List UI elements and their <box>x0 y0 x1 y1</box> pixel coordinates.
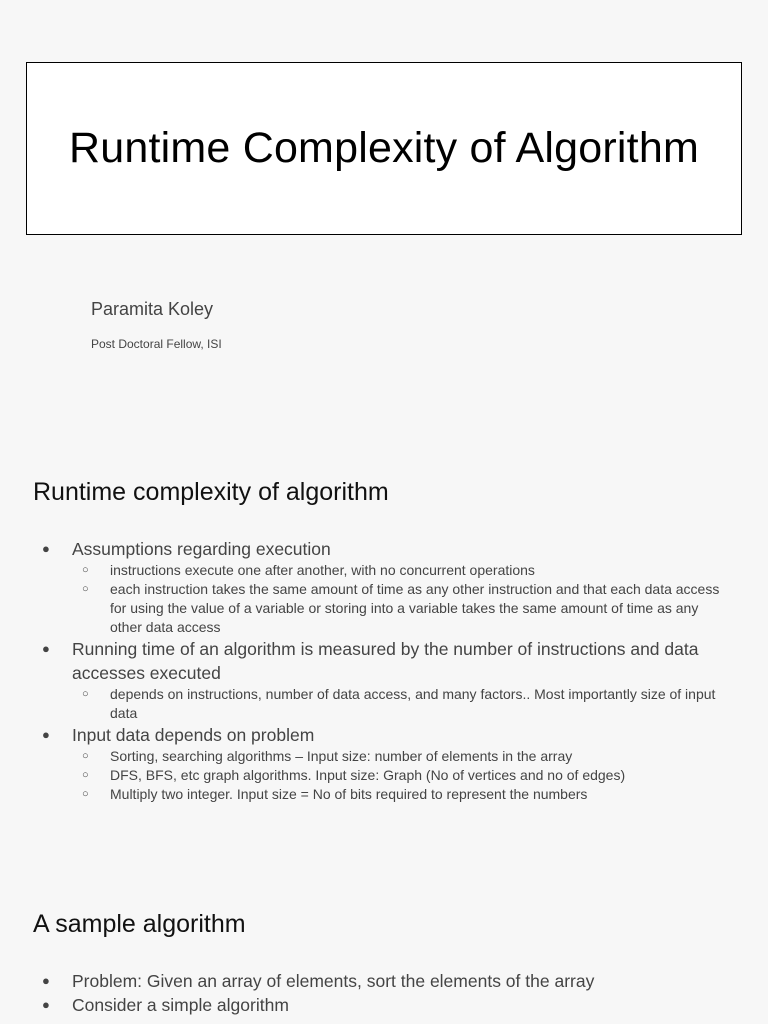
sub-list-item-text: Multiply two integer. Input size = No of bits required to represent the numbers <box>110 786 588 802</box>
list-item <box>0 969 768 993</box>
sub-list-item-text: Sorting, searching algorithms – Input size: number of elements in the array <box>110 748 573 764</box>
bullet-list <box>0 969 768 1017</box>
section-title-sample-algorithm: A sample algorithm <box>33 910 246 938</box>
sub-bullet-icon: ○ <box>82 769 89 781</box>
list-item-text: Input data depends on problem <box>72 725 315 745</box>
list-item-text: Running time of an algorithm is measured by the number of instructions and data accesses executed <box>72 639 699 683</box>
list-item <box>0 993 768 1017</box>
sub-list-item <box>72 766 728 785</box>
sub-list-item-text: each instruction takes the same amount of time as any other instruction and that each data access for using the value of a variable or storing into a variable takes the same amount of time as any other data access <box>110 581 720 635</box>
sub-list-item <box>72 580 728 637</box>
sub-list-item <box>72 685 728 723</box>
document-title: Runtime Complexity of Algorithm <box>69 124 699 172</box>
bullet-icon: ● <box>42 973 50 988</box>
list-item-text: Consider a simple algorithm <box>72 995 289 1015</box>
sub-bullet-icon: ○ <box>82 750 89 762</box>
section-title-runtime-complexity: Runtime complexity of algorithm <box>33 478 389 506</box>
sub-bullet-icon: ○ <box>82 688 89 700</box>
sub-list-item-text: DFS, BFS, etc graph algorithms. Input size: Graph (No of vertices and no of edges) <box>110 767 626 783</box>
sub-list-item <box>72 785 728 804</box>
sub-bullet-list <box>72 747 728 804</box>
list-item <box>0 637 768 723</box>
list-item <box>0 537 768 637</box>
bullet-icon: ● <box>42 641 50 656</box>
sub-list-item <box>72 561 728 580</box>
sub-list-item <box>72 747 728 766</box>
sub-bullet-list <box>72 561 728 637</box>
sub-bullet-list <box>72 685 728 723</box>
list-item-text: Problem: Given an array of elements, sort the elements of the array <box>72 971 595 991</box>
author-name: Paramita Koley <box>91 299 214 319</box>
sub-bullet-icon: ○ <box>82 788 89 800</box>
sub-bullet-icon: ○ <box>82 583 89 595</box>
sub-list-item-text: instructions execute one after another, with no concurrent operations <box>110 562 535 578</box>
list-item-text: Assumptions regarding execution <box>72 539 331 559</box>
bullet-icon: ● <box>42 541 50 556</box>
bullet-icon: ● <box>42 727 50 742</box>
author-affiliation: Post Doctoral Fellow, ISI <box>91 337 222 351</box>
list-item <box>0 723 768 804</box>
sub-list-item-text: depends on instructions, number of data access, and many factors.. Most importantly size of input data <box>110 686 716 721</box>
bullet-list <box>0 537 768 804</box>
sub-bullet-icon: ○ <box>82 564 89 576</box>
bullet-icon: ● <box>42 997 50 1012</box>
title-slide <box>26 62 742 235</box>
